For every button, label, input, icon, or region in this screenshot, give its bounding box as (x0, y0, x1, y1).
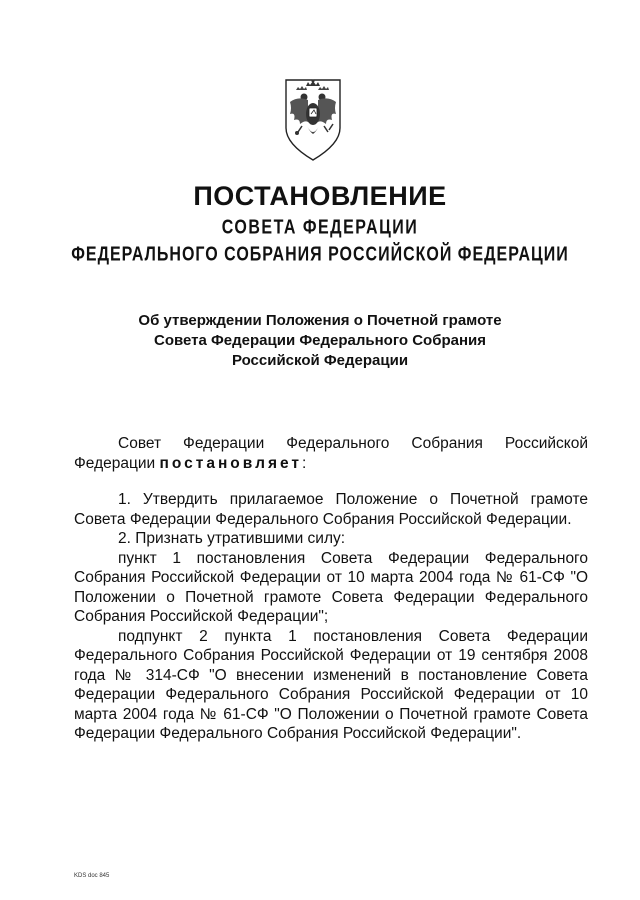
item-2b: подпункт 2 пункта 1 постановления Совета Федерации Федерального Собрания Российской Федерации от 19 сентября 2008 года № 314-СФ "О внесении изменений в постановление Совета Федерации Федерального Собрания Российской Федерации от 10 марта 2004 года № 61-СФ "О Положении о Почетной грамоте Совета Федерации Федерального Собрания Российской Федерации". (74, 627, 588, 742)
preamble-text: Совет Федерации Федерального Собрания Российской Федерации (74, 435, 588, 472)
preamble-paragraph (74, 434, 588, 473)
item-2: 2. Признать утратившими силу: (118, 530, 346, 547)
subject-line-2: Совета Федерации Федерального Собрания (153, 332, 487, 349)
item-1: 1. Утвердить прилагаемое Положение о Почетной грамоте Совета Федерации Федерального Собрания Российской Федерации. (74, 491, 588, 528)
preamble-emphasis: постановляет (159, 454, 302, 472)
subject-line-1: Об утверждении Положения о Почетной грамоте (138, 312, 502, 329)
subject-line-3: Российской Федерации (231, 352, 409, 369)
document-title: ПОСТАНОВЛЕНИЕ (193, 181, 447, 211)
preamble-tail: : (302, 454, 307, 472)
item-2a: пункт 1 постановления Совета Федерации Федерального Собрания Российской Федерации от 10 марта 2004 года № 61-СФ "О Положении о Почетной грамоте Совета Федерации Федерального Собрания Российской Федерации"; (74, 549, 588, 625)
document-reference: KDS doc 845 (74, 873, 110, 879)
coat-of-arms-icon (280, 76, 346, 162)
document-issuer-line2: ФЕДЕРАЛЬНОГО СОБРАНИЯ РОССИЙСКОЙ ФЕДЕРАЦИИ (71, 244, 569, 266)
document-issuer-line1: СОВЕТА ФЕДЕРАЦИИ (221, 217, 419, 239)
document-subject (0, 311, 640, 371)
resolution-items (74, 490, 588, 744)
preamble (74, 434, 588, 473)
